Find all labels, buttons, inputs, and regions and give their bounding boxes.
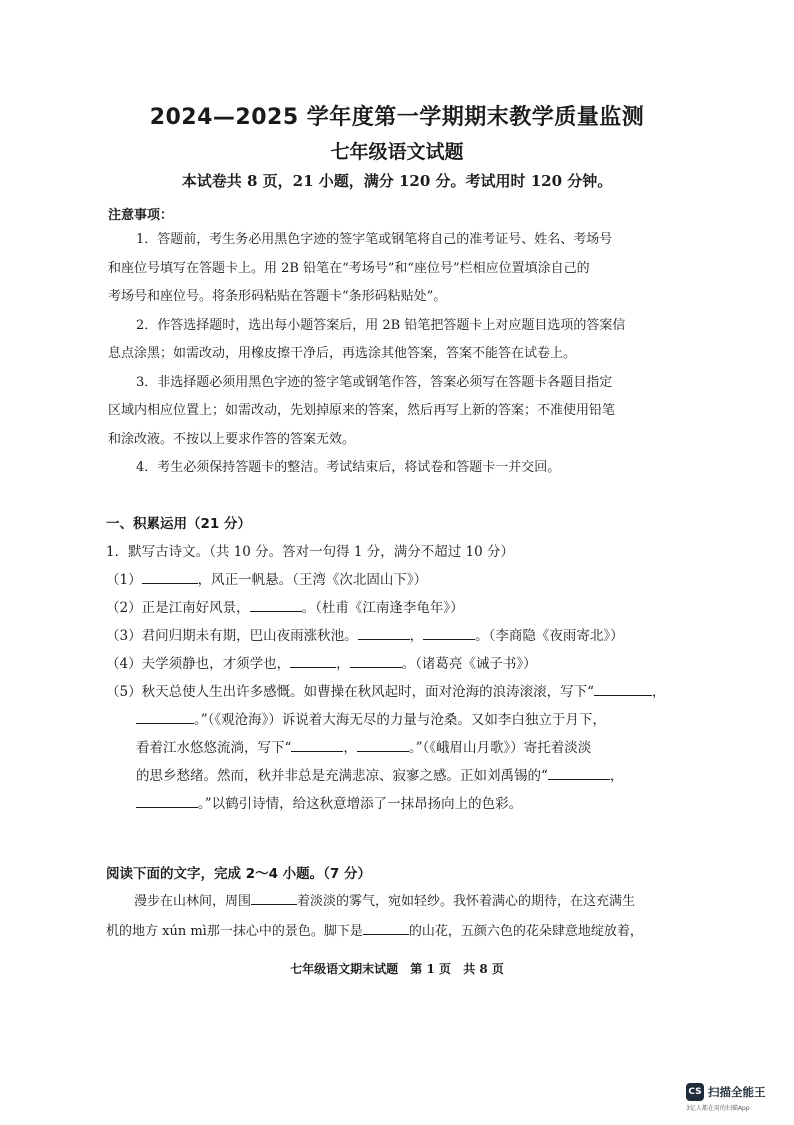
answer-blank[interactable]	[136, 709, 194, 724]
notes-line: 考场号和座位号。将条形码粘贴在答题卡“条形码粘贴处”。	[108, 289, 447, 304]
question-item-5-cont	[106, 706, 706, 734]
answer-blank[interactable]	[358, 625, 410, 640]
passage-line	[106, 887, 696, 917]
question-item-2	[106, 594, 706, 622]
answer-blank[interactable]	[290, 653, 336, 668]
passage-text: 的山花，五颜六色的花朵肆意地绽放着，	[408, 924, 643, 939]
item-text: （1）	[106, 572, 142, 588]
answer-blank[interactable]	[350, 653, 402, 668]
question-item-5	[106, 678, 706, 706]
question-1	[106, 538, 706, 818]
reading-heading: 阅读下面的文字，完成 2～4 小题。（7 分）	[106, 866, 372, 882]
item-text: ，风正一帆悬。（王湾《次北固山下》）	[197, 572, 428, 588]
item-text: （5）秋天总使人生出许多感慨。如曹操在秋风起时，面对沧海的浪涛滚滚，写下“	[106, 684, 594, 700]
answer-blank[interactable]	[548, 765, 610, 780]
page-footer	[0, 960, 794, 977]
notes-line: 1．答题前，考生务必用黑色字迹的签字笔或钢笔将自己的准考证号、姓名、考场号	[136, 232, 613, 247]
item-text: 看着江水悠悠流淌，写下“	[136, 740, 292, 756]
item-text: （4）夫学须静也，才须学也，	[106, 656, 291, 672]
camscanner-logo-icon: CS	[686, 1083, 704, 1101]
item-text: （3）君问归期未有期，巴山夜雨涨秋池。	[106, 628, 358, 644]
item-text: 。”（《观沧海》）诉说着大海无尽的力量与沧桑。又如李白独立于月下，	[194, 712, 606, 728]
notes-block	[108, 226, 688, 483]
item-text: ，	[609, 768, 624, 784]
exam-title: 2024—2025 学年度第一学期期末教学质量监测	[149, 105, 645, 130]
notes-line: 4．考生必须保持答题卡的整洁。考试结束后，将试卷和答题卡一并交回。	[136, 460, 561, 475]
exam-subtitle: 七年级语文试题	[330, 141, 464, 163]
section-heading: 一、积累运用（21 分）	[106, 516, 251, 532]
item-text: 。（李商隐《夜雨寄北》）	[475, 628, 624, 644]
answer-blank[interactable]	[136, 793, 198, 808]
question-item-1	[106, 566, 706, 594]
footer-name: 七年级语文期末试题	[290, 962, 399, 976]
answer-blank[interactable]	[357, 737, 409, 752]
question-item-5-cont	[106, 762, 706, 790]
answer-blank[interactable]	[142, 569, 198, 584]
item-text: ，	[343, 740, 357, 756]
item-text: 。”（《峨眉山月歌》）寄托着淡淡	[408, 740, 592, 756]
exam-info: 本试卷共 8 页，21 小题，满分 120 分。考试用时 120 分钟。	[181, 172, 613, 190]
item-text: 的思乡愁绪。然而，秋并非总是充满悲凉、寂寥之感。正如刘禹锡的“	[136, 768, 548, 784]
answer-blank[interactable]	[363, 920, 409, 935]
reading-passage	[106, 887, 696, 947]
item-text: 。”以鹤引诗情，给这秋意增添了一抹昂扬向上的色彩。	[198, 796, 523, 812]
notes-line: 息点涂黑；如需改动，用橡皮擦干净后，再选涂其他答案，答案不能答在试卷上。	[108, 346, 577, 361]
passage-text: 机的地方 xún mì那一抹心中的景色。脚下是	[106, 924, 363, 939]
answer-blank[interactable]	[250, 597, 302, 612]
footer-page: 第 1 页	[410, 962, 451, 976]
question-item-4	[106, 650, 706, 678]
answer-blank[interactable]	[291, 737, 343, 752]
scanner-watermark	[686, 1083, 786, 1112]
question-item-5-cont	[106, 734, 706, 762]
item-text: ，	[409, 628, 424, 644]
notes-line: 和涂改液。不按以上要求作答的答案无效。	[108, 431, 356, 447]
item-text: （2）正是江南好风景，	[106, 600, 250, 616]
question-stem: 1．默写古诗文。（共 10 分。答对一句得 1 分，满分不超过 10 分）	[106, 544, 515, 560]
answer-blank[interactable]	[594, 681, 652, 696]
brand-name: 扫描全能王	[708, 1085, 766, 1099]
answer-blank[interactable]	[251, 890, 297, 905]
brand-tagline: 3亿人都在用的扫描App	[686, 1105, 750, 1112]
brand-row	[686, 1083, 786, 1101]
notes-line: 区域内相应位置上；如需改动，先划掉原来的答案，然后再写上新的答案；不准使用铅笔	[108, 403, 616, 418]
item-text: 。（诸葛亮《诫子书》）	[401, 656, 537, 672]
notes-line: 3．非选择题必须用黑色字迹的签字笔或钢笔作答，答案必须写在答题卡各题目指定	[136, 374, 613, 390]
notes-line: 和座位号填写在答题卡上。用 2B 铅笔在“考场号”和“座位号”栏相应位置填涂自己的	[108, 260, 590, 276]
passage-text: 着淡淡的雾气，宛如轻纱。我怀着满心的期待，在这充满生	[297, 894, 636, 909]
question-item-3	[106, 622, 706, 650]
notes-line: 2．作答选择题时，选出每小题答案后，用 2B 铅笔把答题卡上对应题目选项的答案信	[136, 317, 626, 333]
question-item-5-cont	[106, 790, 706, 818]
notes-heading: 注意事项：	[108, 208, 174, 223]
item-text: ，	[336, 656, 350, 672]
passage-line	[106, 917, 696, 947]
item-text: ，	[652, 684, 666, 700]
item-text: 。（杜甫《江南逢李龟年》）	[301, 600, 464, 616]
footer-total: 共 8 页	[463, 962, 504, 976]
answer-blank[interactable]	[423, 625, 475, 640]
passage-text: 漫步在山林间，周围	[134, 894, 252, 909]
